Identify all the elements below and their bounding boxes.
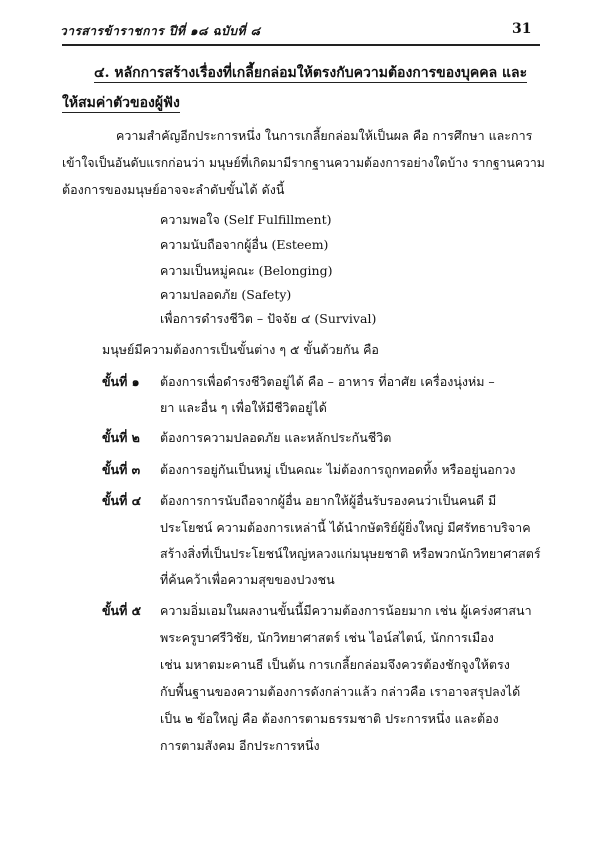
step-text: กับพื้นฐานของความต้องการดังกล่าวแล้ว กล่าวคือ เราอาจสรุปลงได้ <box>160 684 521 699</box>
need-item: ความปลอดภัย (Safety) <box>160 287 292 302</box>
step-label: ขั้นที่ ๕ <box>102 603 142 618</box>
step-text: การตามสังคม อีกประการหนึ่ง <box>160 738 320 753</box>
step-text: เป็น ๒ ข้อใหญ่ คือ ต้องการตามธรรมชาติ ประการหนึ่ง และต้อง <box>160 711 499 726</box>
section-title-line1: ๔. หลักการสร้างเรื่องที่เกลี้ยกล่อมให้ตรงกับความต้องการของบุคคล และ <box>94 65 528 81</box>
page-number: 31 <box>512 21 532 37</box>
step-label: ขั้นที่ ๔ <box>102 493 142 508</box>
step-text: พระครูบาศรีวิชัย, นักวิทยาศาสตร์ เช่น ไอน์สไตน์, นักการเมือง <box>160 630 494 645</box>
header-rule <box>62 44 540 46</box>
step-text: ต้องการความปลอดภัย และหลักประกันชีวิต <box>160 430 392 445</box>
step-label: ขั้นที่ ๑ <box>102 374 140 389</box>
section-title-line2: ให้สมค่าตัวของผู้ฟัง <box>62 95 180 111</box>
need-item: ความพอใจ (Self Fulfillment) <box>160 212 332 227</box>
need-item: ความเป็นหมู่คณะ (Belonging) <box>160 263 333 278</box>
intro-line-3: ต้องการของมนุษย์อาจจะลำดับขั้นได้ ดังนี้ <box>62 182 285 197</box>
step-label: ขั้นที่ ๓ <box>102 462 141 477</box>
intro-line-1: ความสำคัญอีกประการหนึ่ง ในการเกลี้ยกล่อมให้เป็นผล คือ การศึกษา และการ <box>116 128 533 143</box>
need-item: เพื่อการดำรงชีวิต – ปัจจัย ๔ (Survival) <box>160 311 377 326</box>
step-label: ขั้นที่ ๒ <box>102 430 140 445</box>
step-text: เช่น มหาตมะคานธี เป็นต้น การเกลี้ยกล่อมจึงควรต้องชักจูงให้ตรง <box>160 657 510 672</box>
intro-line-2: เข้าใจเป็นอันดับแรกก่อนว่า มนุษย์ที่เกิดมามีรากฐานความต้องการอย่างใดบ้าง รากฐานความ <box>62 155 545 170</box>
step-text: ต้องการการนับถือจากผู้อื่น อยากให้ผู้อื่นรับรองคนว่าเป็นคนดี มี <box>160 493 497 508</box>
step-text: ต้องการเพื่อดำรงชีวิตอยู่ได้ คือ – อาหาร ที่อาศัย เครื่องนุ่งห่ม – <box>160 374 495 389</box>
need-item: ความนับถือจากผู้อื่น (Esteem) <box>160 237 329 252</box>
step-text: ประโยชน์ ความต้องการเหล่านี้ ได้นำกษัตริย์ผู้ยิ่งใหญ่ มีศรัทธาบริจาค <box>160 520 531 535</box>
step-text: ความอิ่มเอมในผลงานขั้นนี้มีความต้องการน้อยมาก เช่น ผู้เคร่งศาสนา <box>160 603 532 618</box>
steps-lead: มนุษย์มีความต้องการเป็นขั้นต่าง ๆ ๕ ขั้นด้วยกัน คือ <box>102 342 379 357</box>
step-text: ยา และอื่น ๆ เพื่อให้มีชีวิตอยู่ได้ <box>160 400 327 415</box>
step-text: ที่ค้นคว้าเพื่อความสุขของปวงชน <box>160 572 335 587</box>
step-text: สร้างสิ่งที่เป็นประโยชน์ใหญ่หลวงแก่มนุษยชาติ หรือพวกนักวิทยาศาสตร์ <box>160 546 541 561</box>
step-text: ต้องการอยู่กันเป็นหมู่ เป็นคณะ ไม่ต้องการถูกทอดทิ้ง หรืออยู่นอกวง <box>160 462 516 477</box>
running-header: วารสารข้าราชการ ปีที่ ๑๘ ฉบับที่ ๘ <box>60 24 261 38</box>
